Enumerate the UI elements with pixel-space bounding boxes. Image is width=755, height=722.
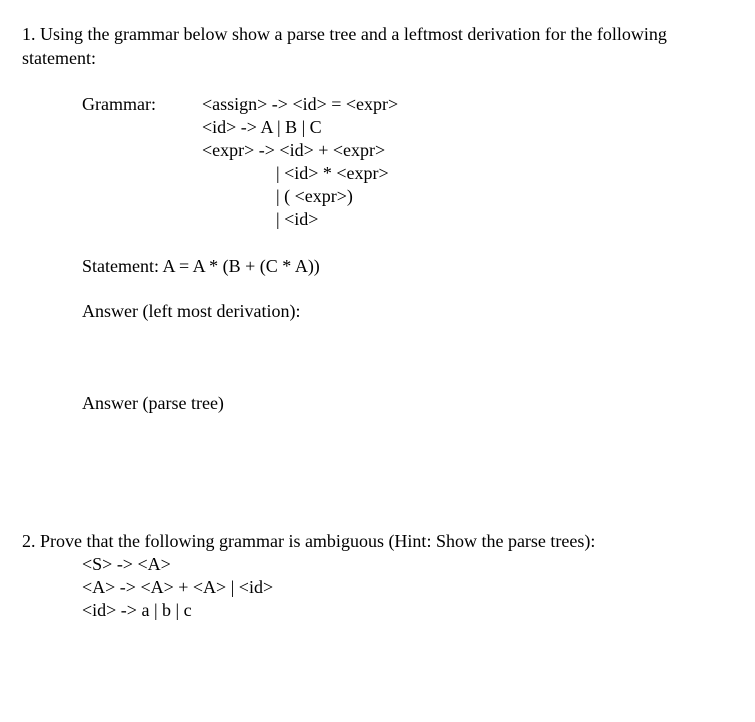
grammar-rule-expr-alt-1: | <id> * <expr> [276,163,389,183]
question-2-text: 2. Prove that the following grammar is ambiguous (Hint: Show the parse trees): [22,531,596,551]
grammar-rule-id: <id> -> A | B | C [202,117,322,137]
question-1-text-line-1: 1. Using the grammar below show a parse tree and a leftmost derivation for the following [22,24,667,44]
answer-parse-tree-label: Answer (parse tree) [82,393,224,413]
grammar-rule-expr-alt-3: | <id> [276,209,319,229]
q2-grammar-rule-a: <A> -> <A> + <A> | <id> [82,577,274,597]
q2-grammar-rule-s: <S> -> <A> [82,554,171,574]
grammar-rule-expr: <expr> -> <id> + <expr> [202,140,386,160]
grammar-rule-expr-alt-2: | ( <expr>) [276,186,353,206]
grammar-rule-assign: <assign> -> <id> = <expr> [202,94,399,114]
answer-derivation-label: Answer (left most derivation): [82,301,301,321]
statement: Statement: A = A * (B + (C * A)) [82,256,320,276]
q2-grammar-rule-id: <id> -> a | b | c [82,600,192,620]
question-1-text-line-2: statement: [22,48,96,68]
grammar-label: Grammar: [82,94,156,114]
